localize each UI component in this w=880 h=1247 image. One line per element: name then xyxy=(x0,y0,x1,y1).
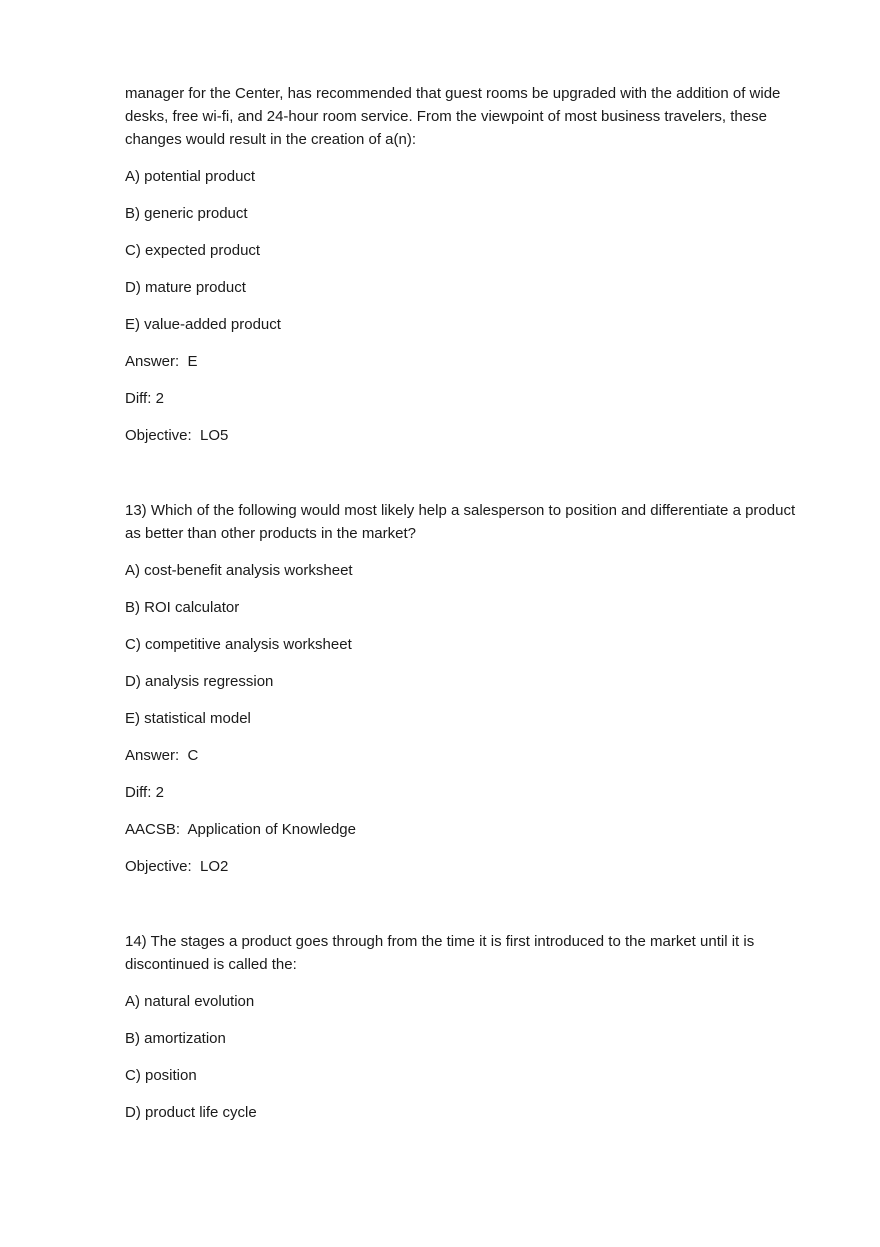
option-c: C) expected product xyxy=(125,242,261,259)
question-block-12 xyxy=(125,82,805,447)
question-stem: 14) The stages a product goes through from the time it is first introduced to the market until it is discontinued is called the: xyxy=(125,933,759,973)
document-content xyxy=(125,82,805,1124)
aacsb-line: AACSB: Application of Knowledge xyxy=(125,821,356,838)
answer-line: Answer: E xyxy=(125,353,198,370)
option-b: B) ROI calculator xyxy=(125,599,240,616)
option-c: C) competitive analysis worksheet xyxy=(125,636,352,653)
answer-line: Answer: C xyxy=(125,747,199,764)
question-stem: manager for the Center, has recommended that guest rooms be upgraded with the addition of wide desks, free wi-fi, and 24-hour room service. From the viewpoint of most business travelers, these changes would result in the creation of a(n): xyxy=(125,85,785,148)
question-block-13 xyxy=(125,499,805,878)
option-e: E) value-added product xyxy=(125,316,281,333)
diff-line: Diff: 2 xyxy=(125,390,164,407)
option-a: A) potential product xyxy=(125,168,256,185)
option-a: A) natural evolution xyxy=(125,993,255,1010)
option-a: A) cost-benefit analysis worksheet xyxy=(125,562,353,579)
option-b: B) amortization xyxy=(125,1030,226,1047)
option-d: D) mature product xyxy=(125,279,246,296)
option-d: D) analysis regression xyxy=(125,673,274,690)
option-b: B) generic product xyxy=(125,205,248,222)
option-c: C) position xyxy=(125,1067,197,1084)
question-stem: 13) Which of the following would most likely help a salesperson to position and differentiate a product as better than other products in the market? xyxy=(125,502,800,542)
diff-line: Diff: 2 xyxy=(125,784,164,801)
question-block-14 xyxy=(125,930,805,1124)
objective-line: Objective: LO2 xyxy=(125,858,229,875)
objective-line: Objective: LO5 xyxy=(125,427,229,444)
option-d: D) product life cycle xyxy=(125,1104,257,1121)
option-e: E) statistical model xyxy=(125,710,251,727)
